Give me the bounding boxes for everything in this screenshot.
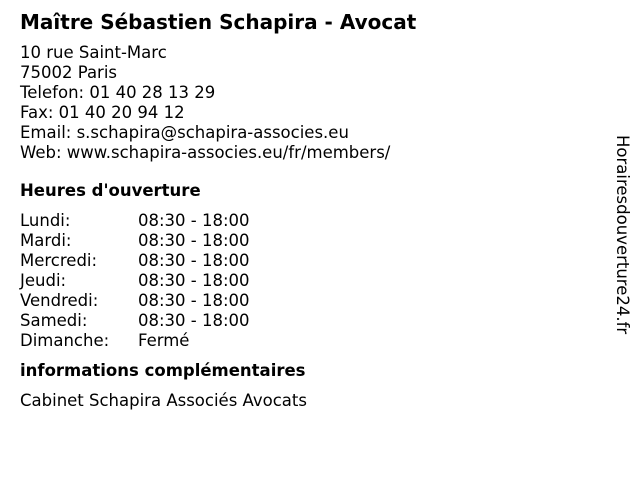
day-hours: 08:30 - 18:00 (138, 251, 250, 270)
business-card (20, 9, 600, 411)
fax-number: Fax: 01 40 20 94 12 (20, 103, 185, 122)
hours-row-tuesday (20, 231, 600, 251)
additional-info-heading: informations complémentaires (20, 361, 306, 380)
day-label: Mercredi: (20, 251, 98, 270)
day-hours: 08:30 - 18:00 (138, 211, 250, 230)
day-hours: Fermé (138, 331, 190, 350)
hours-row-saturday (20, 311, 600, 331)
day-hours: 08:30 - 18:00 (138, 291, 250, 310)
day-hours: 08:30 - 18:00 (138, 231, 250, 250)
day-hours: 08:30 - 18:00 (138, 271, 250, 290)
day-label: Dimanche: (20, 331, 110, 350)
site-watermark: Horairesdouverture24.fr (613, 135, 632, 335)
hours-row-monday (20, 211, 600, 231)
hours-row-wednesday (20, 251, 600, 271)
website-url: Web: www.schapira-associes.eu/fr/members/ (20, 143, 391, 162)
address-city: 75002 Paris (20, 63, 118, 82)
day-label: Jeudi: (20, 271, 67, 290)
day-label: Samedi: (20, 311, 88, 330)
day-label: Mardi: (20, 231, 72, 250)
business-name: Maître Sébastien Schapira - Avocat (20, 10, 417, 34)
address-street: 10 rue Saint-Marc (20, 43, 167, 62)
email-address: Email: s.schapira@schapira-associes.eu (20, 123, 349, 142)
day-label: Lundi: (20, 211, 71, 230)
contact-block (20, 43, 600, 163)
hours-row-thursday (20, 271, 600, 291)
hours-row-friday (20, 291, 600, 311)
hours-row-sunday (20, 331, 600, 351)
opening-hours-heading: Heures d'ouverture (20, 181, 201, 200)
phone-number: Telefon: 01 40 28 13 29 (20, 83, 216, 102)
day-hours: 08:30 - 18:00 (138, 311, 250, 330)
day-label: Vendredi: (20, 291, 99, 310)
opening-hours-table (20, 211, 600, 351)
additional-info-text: Cabinet Schapira Associés Avocats (20, 391, 307, 410)
